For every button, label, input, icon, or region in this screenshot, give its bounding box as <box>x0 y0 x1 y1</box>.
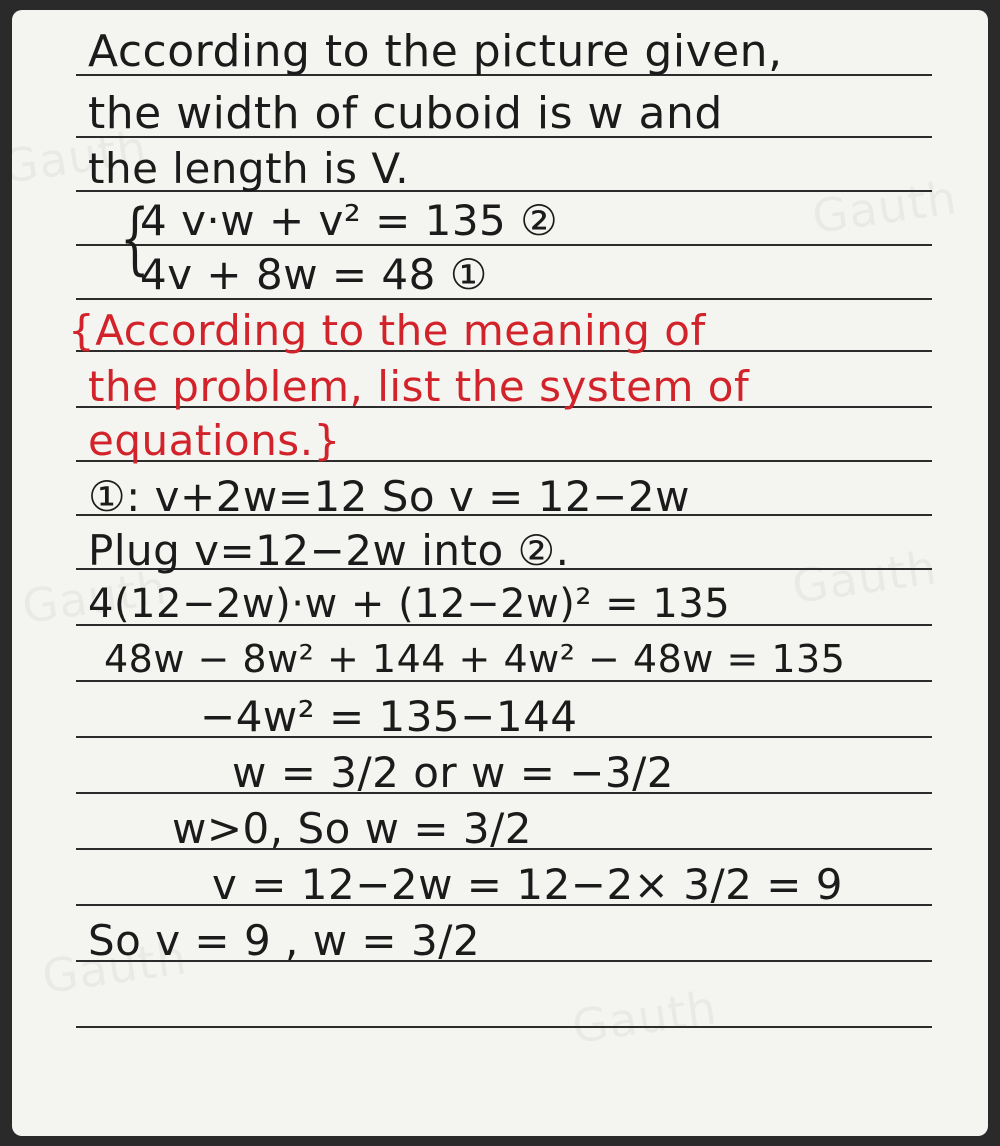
watermark <box>569 980 720 1054</box>
step-line: 48w − 8w² + 144 + 4w² − 48w = 135 <box>104 637 846 681</box>
red-note-line: equations.} <box>88 416 341 465</box>
step-line: w = 3/2 or w = −3/2 <box>232 748 675 797</box>
intro-line: the width of cuboid is w and <box>88 88 723 139</box>
system-brace: { <box>119 194 150 284</box>
intro-line: According to the picture given, <box>88 26 783 77</box>
step-line: 4(12−2w)·w + (12−2w)² = 135 <box>88 581 731 627</box>
intro-line: the length is V. <box>88 144 410 193</box>
step-line: w>0, So w = 3/2 <box>172 804 533 853</box>
watermark <box>809 170 960 244</box>
notebook-page <box>12 10 988 1136</box>
ruled-line <box>76 1026 932 1028</box>
step-line: ①: v+2w=12 So v = 12−2w <box>88 472 690 521</box>
step-line: So v = 9 , w = 3/2 <box>88 916 481 965</box>
step-line: v = 12−2w = 12−2× 3/2 = 9 <box>212 860 843 909</box>
red-note-line: the problem, list the system of <box>88 362 750 411</box>
watermark <box>789 540 940 614</box>
equation-2: 4 v·w + v² = 135 ② <box>140 196 559 245</box>
step-line: −4w² = 135−144 <box>200 692 578 741</box>
equation-1: 4v + 8w = 48 ① <box>140 250 488 299</box>
red-note-line: {According to the meaning of <box>68 306 706 355</box>
step-line: Plug v=12−2w into ②. <box>88 526 570 575</box>
